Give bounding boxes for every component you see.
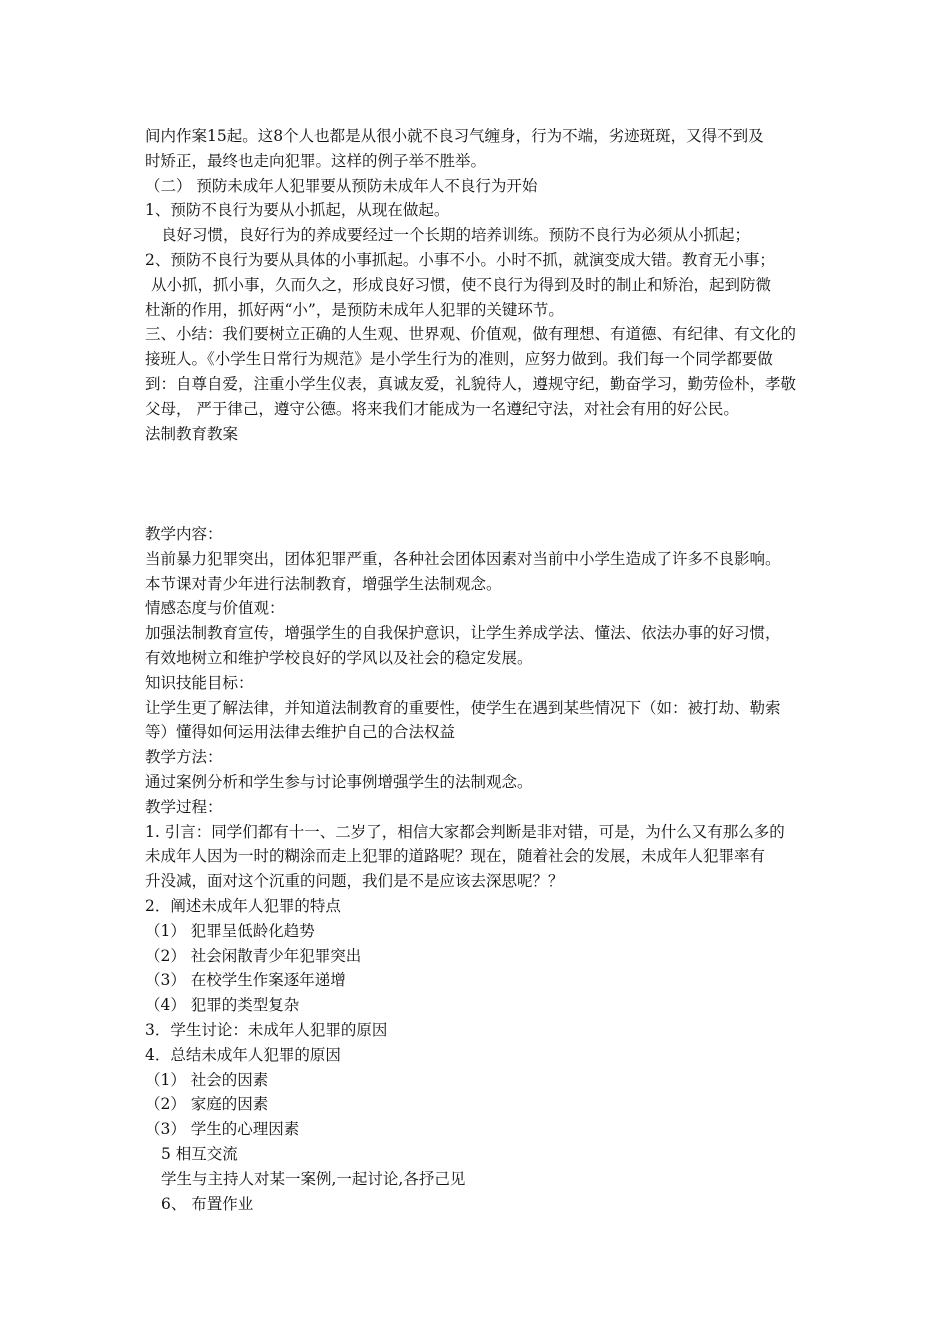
- paragraph-line: 三、小结：我们要树立正确的人生观、世界观、价值观，做有理想、有道德、有纪律、有文化的: [145, 325, 797, 344]
- section-lesson-plan: [145, 522, 825, 1216]
- heading-line: （二） 预防未成年人犯罪要从预防未成年人不良行为开始: [145, 176, 538, 195]
- paragraph-line: 从小抓，抓小事，久而久之，形成良好习惯，使不良行为得到及时的制止和矫治，起到防微: [151, 275, 772, 294]
- paragraph-line: 有效地树立和维护学校良好的学风以及社会的稳定发展。: [145, 648, 533, 667]
- list-item: （2） 社会闲散青少年犯罪突出: [145, 946, 362, 965]
- list-heading: 2．阐述未成年人犯罪的特点: [145, 896, 341, 915]
- document-title: 法制教育教案: [145, 424, 239, 443]
- list-item: （2） 家庭的因素: [145, 1095, 269, 1114]
- paragraph-line: 等）懂得如何运用法律去维护自己的合法权益: [145, 723, 456, 742]
- paragraph-line: 未成年人因为一时的糊涂而走上犯罪的道路呢？现在，随着社会的发展，未成年人犯罪率有: [145, 847, 766, 866]
- paragraph-line: 间内作案15起。这8个人也都是从很小就不良习气缠身，行为不端，劣迹斑斑，又得不到及: [145, 127, 764, 145]
- paragraph-line: 学生与主持人对某一案例,一起讨论,各抒己见: [161, 1169, 466, 1188]
- list-heading: 3．学生讨论：未成年人犯罪的原因: [145, 1020, 388, 1039]
- paragraph-line: 1、预防不良行为要从小抓起，从现在做起。: [145, 201, 450, 220]
- paragraph-line: 1. 引言：同学们都有十一、二岁了，相信大家都会判断是非对错，可是，为什么又有那么多的: [145, 822, 785, 841]
- paragraph-line: 良好习惯，良好行为的养成要经过一个长期的培养训练。预防不良行为必须从小抓起；: [161, 226, 751, 245]
- list-heading: 4．总结未成年人犯罪的原因: [145, 1045, 341, 1064]
- paragraph-line: 时矫正，最终也走向犯罪。这样的例子举不胜举。: [145, 151, 487, 170]
- list-heading: 6、 布置作业: [161, 1194, 254, 1213]
- list-item: （4） 犯罪的类型复杂: [145, 996, 300, 1015]
- heading-line: 情感态度与价值观：: [145, 599, 285, 618]
- list-heading: 5 相互交流: [161, 1144, 238, 1163]
- list-item: （3） 在校学生作案逐年递增: [145, 971, 346, 990]
- paragraph-line: 杜渐的作用，抓好两“小”，是预防未成年人犯罪的关键环节。: [145, 300, 564, 319]
- heading-line: 教学过程：: [145, 797, 223, 816]
- paragraph-line: 接班人。《小学生日常行为规范》是小学生行为的准则，应努力做到。我们每一个同学都要做: [145, 350, 773, 369]
- paragraph-line: 升没减，面对这个沉重的问题，我们是不是应该去深思呢？？: [145, 872, 564, 891]
- heading-line: 知识技能目标：: [145, 673, 254, 692]
- paragraph-line: 让学生更了解法律，并知道法制教育的重要性，使学生在遇到某些情况下（如：被打劫、勒索: [145, 698, 781, 717]
- paragraph-line: 当前暴力犯罪突出，团体犯罪严重，各种社会团体因素对当前中小学生造成了许多不良影响。: [145, 549, 781, 568]
- paragraph-line: 父母， 严于律己，遵守公德。将来我们才能成为一名遵纪守法，对社会有用的好公民。: [145, 399, 739, 418]
- paragraph-line: 2、预防不良行为要从具体的小事抓起。小事不小。小时不抓，就演变成大错。教育无小事；: [145, 250, 775, 269]
- paragraph-line: 到：自尊自爱，注重小学生仪表，真诚友爱，礼貌待人，遵规守纪，勤奋学习，勤劳俭朴，孝敬: [145, 374, 797, 393]
- heading-line: 教学内容：: [145, 525, 223, 543]
- list-item: （3） 学生的心理因素: [145, 1120, 300, 1139]
- section-prevention: [145, 124, 825, 446]
- list-item: （1） 犯罪呈低龄化趋势: [145, 921, 315, 940]
- heading-line: 教学方法：: [145, 748, 223, 767]
- paragraph-line: 通过案例分析和学生参与讨论事例增强学生的法制观念。: [145, 772, 533, 791]
- list-item: （1） 社会的因素: [145, 1070, 269, 1089]
- paragraph-line: 本节课对青少年进行法制教育，增强学生法制观念。: [145, 574, 502, 593]
- paragraph-line: 加强法制教育宣传，增强学生的自我保护意识，让学生养成学法、懂法、依法办事的好习惯，: [145, 624, 781, 643]
